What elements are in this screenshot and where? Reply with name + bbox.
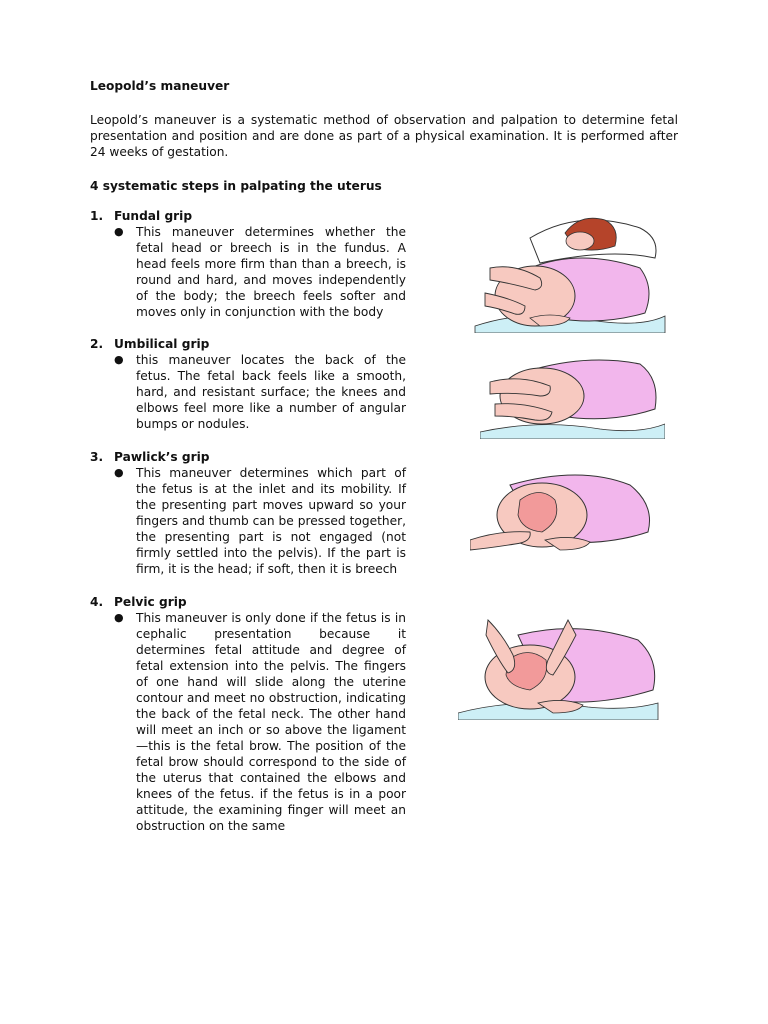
step-description: This maneuver determines which part of the fetus is at the inlet and its mobility. If the presenting part moves upward so your fingers and thumb can be pressed together, the presenting part is not engaged (not firmly settled into the pelvis). If the part is firm, it is the head; if soft, then it is breech xyxy=(136,466,406,576)
pawlicks-grip-illustration xyxy=(470,470,660,555)
step-description: This maneuver determines whether the fetal head or breech is in the fundus. A head feels more firm than than a breech, is round and hard, and moves independently of the body; the breech feels softer and moves only in conjunction with the body xyxy=(136,225,406,319)
bullet-icon: ● xyxy=(114,611,124,624)
steps-heading: 4 systematic steps in palpating the uterus xyxy=(90,179,382,193)
bullet-icon: ● xyxy=(114,225,124,238)
step-name: Pelvic grip xyxy=(114,595,187,609)
step-number: 3. xyxy=(90,450,104,464)
sheet-shape xyxy=(480,424,665,439)
bullet-icon: ● xyxy=(114,353,124,366)
umbilical-grip-illustration xyxy=(480,354,665,439)
fundal-grip-illustration xyxy=(470,208,670,333)
step-name: Fundal grip xyxy=(114,209,193,223)
pelvic-grip-illustration xyxy=(458,615,663,720)
intro-paragraph: Leopold’s maneuver is a systematic method of observation and palpation to determine fetal presentation and position and are done as part of a physical examination. It is performed after 24 weeks of gestation. xyxy=(90,113,678,159)
step-description: this maneuver locates the back of the fetus. The fetal back feels like a smooth, hard, and resistant surface; the knees and elbows feel more like a number of angular bumps or nodules. xyxy=(136,353,406,431)
document-title: Leopold’s maneuver xyxy=(90,79,230,93)
hand-shape xyxy=(470,532,530,550)
step-number: 4. xyxy=(90,595,104,609)
step-description: This maneuver is only done if the fetus is in cephalic presentation because it determines fetal attitude and degree of fetal extension into the pelvis. The fingers of one hand will slide along the uterine contour and meet no obstruction, indicating the back of the fetal neck. The other hand will meet an inch or so above the ligament—this is the fetal brow. The position of the fetal brow should correspond to the side of the uterus that contained the elbows and knees of the fetus. if the fetus is in a poor attitude, the examining finger will meet an obstruction on the same xyxy=(136,611,406,833)
step-number: 1. xyxy=(90,209,104,223)
step-number: 2. xyxy=(90,337,104,351)
step-name: Pawlick’s grip xyxy=(114,450,210,464)
step-name: Umbilical grip xyxy=(114,337,210,351)
head-shape xyxy=(566,232,594,250)
document-page xyxy=(90,78,678,833)
bullet-icon: ● xyxy=(114,466,124,479)
